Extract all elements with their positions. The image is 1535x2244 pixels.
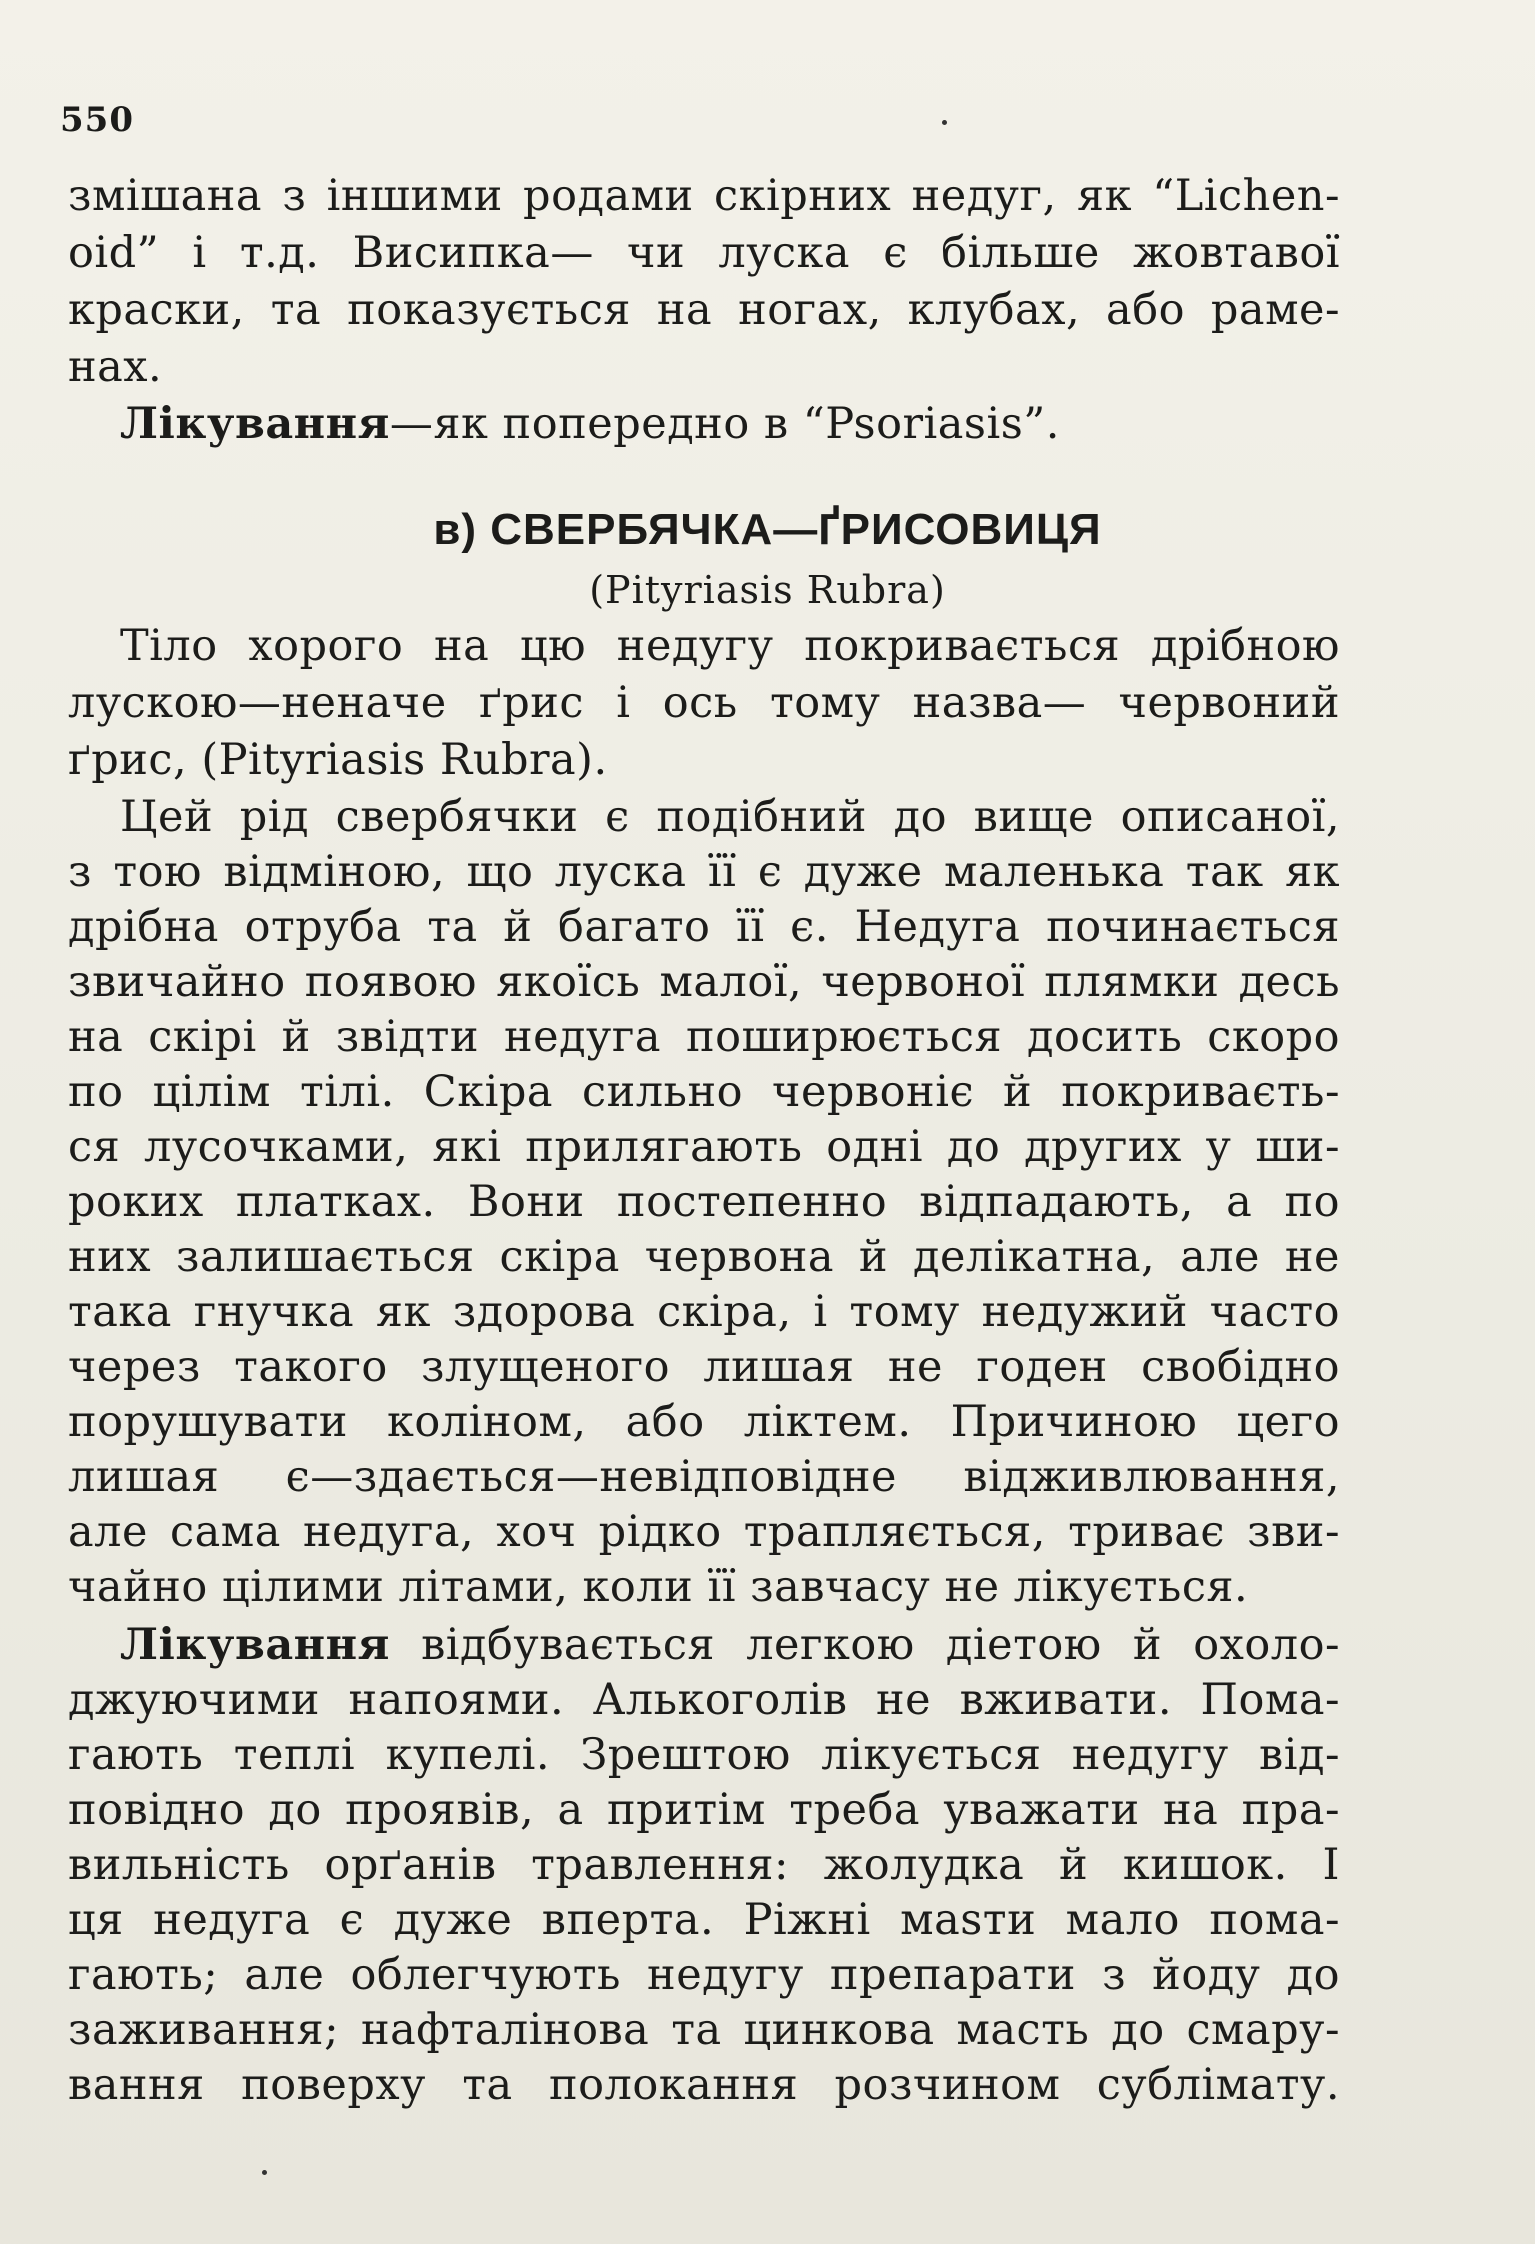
text-line: така гнучка як здорова скіра, і тому недужий часто (68, 1287, 1340, 1337)
treatment-text: відбувається легкою діетою й охоло- (389, 1620, 1340, 1670)
section-heading: в) СВЕРБЯЧКА—ҐРИСОВИЦЯ (433, 505, 1102, 554)
text-line: по цілім тілі. Скіра сильно червоніє й покриваєть- (68, 1067, 1340, 1117)
text-line: з тою відміною, що луска її є дуже маленька так як (68, 847, 1340, 897)
text-line: змішана з іншими родами скірних недуг, як “Lichen- (68, 171, 1340, 221)
text-line: лускою—неначе ґрис і ось тому назва— червоний (68, 678, 1340, 728)
text-line: Цей рід свербячки є подібний до вище описаної, (120, 792, 1340, 842)
section-subheading: (Pityriasis Rubra) (589, 568, 946, 612)
text-line: заживання; нафталінова та цинкова масть до смару- (68, 2005, 1340, 2055)
text-line: роких платках. Вони постепенно відпадають, а по (68, 1177, 1340, 1227)
paper-speck (262, 2170, 267, 2175)
treatment-line (68, 399, 1340, 449)
text-line: чайно цілими літами, коли її завчасу не лікується. (68, 1562, 1249, 1612)
text-line: повідно до проявів, а притім треба уважати на пра- (68, 1785, 1340, 1835)
text-line: на скірі й звідти недуга поширюється досить скоро (68, 1012, 1340, 1062)
treatment-label: Лікування (120, 1620, 390, 1670)
text-line: порушувати коліном, або ліктем. Причиною цего (68, 1397, 1340, 1447)
text-line: вильність орґанів травлення: жолудка й кишок. І (68, 1840, 1340, 1890)
text-line: вання поверху та полокання розчином сублімату. (68, 2060, 1340, 2110)
text-line: гають теплі купелі. Зрештою лікується недугу від- (68, 1730, 1340, 1780)
text-line: ся лусочками, які прилягають одні до других у ши- (68, 1122, 1340, 1172)
text-line: лишая є—здається—невідповідне відживлювання, (68, 1452, 1340, 1502)
treatment-text: —як попередно в “Psoriasis”. (389, 399, 1060, 449)
text-line: них залишається скіра червона й делікатна, але не (68, 1232, 1340, 1282)
text-line: ця недуга є дуже вперта. Ріжні мasти мало пома- (68, 1895, 1340, 1945)
text-line: гають; але облегчують недугу препарати з йоду до (68, 1950, 1340, 2000)
treatment-label: Лікування (120, 399, 390, 449)
text-line: але сама недуга, хоч рідко трапляється, триває зви- (68, 1507, 1340, 1557)
text-line: oid” і т.д. Висипка— чи луска є більше жовтавої (68, 228, 1340, 278)
text-line: нах. (68, 342, 163, 392)
text-line: дрібна отруба та й багато її є. Недуга починається (68, 902, 1340, 952)
text-line: джуючими напоями. Алькоголів не вживати. Пома- (68, 1675, 1340, 1725)
text-line: Тіло хорого на цю недугу покривається дрібною (120, 621, 1340, 671)
text-line: звичайно появою якоїсь малої, червоної плямки десь (68, 957, 1340, 1007)
paper-speck (942, 120, 947, 125)
treatment-line (68, 1620, 1340, 1670)
page-number: 550 (60, 100, 134, 140)
text-line: краски, та показується на ногах, клубах, або раме- (68, 285, 1340, 335)
text-line: через такого злущеного лишая не годен свобідно (68, 1342, 1340, 1392)
text-line: ґрис, (Pityriasis Rubra). (68, 735, 608, 785)
